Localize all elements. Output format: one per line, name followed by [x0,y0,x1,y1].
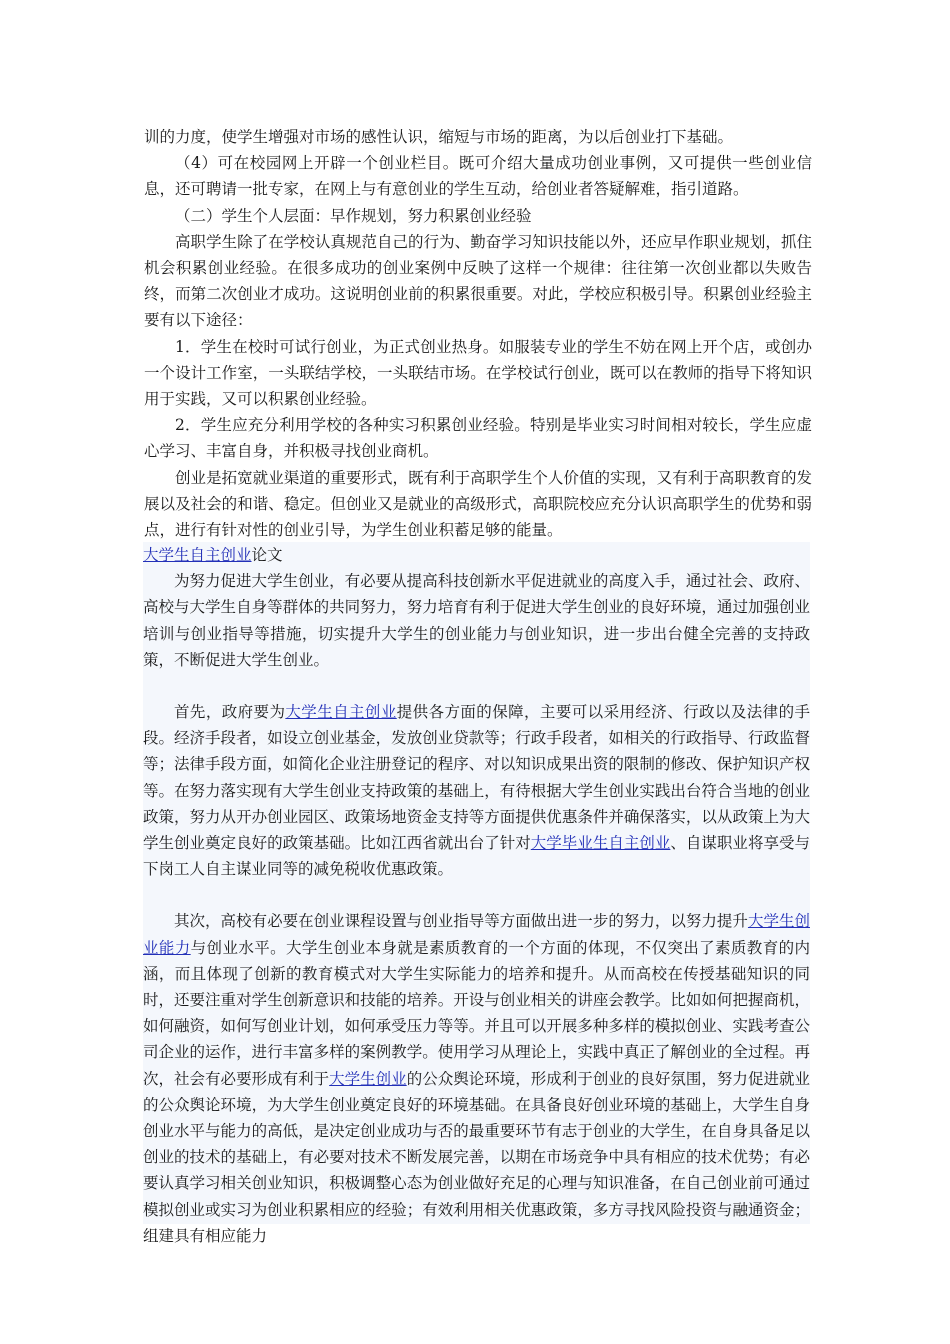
text-span: 的公众舆论环境，形成利于创业的良好氛围，努力促进就业的公众舆论环境，为大学生创业奠定良好的环境基础。在具备良好创业环境的基础上，大学生自身创业水平与能力的高低，是决定创业成功与否的最重要环节有志于创业的大学生，在自身具备足以创业的技术的基础上，有必要对技术不断发展完善，以期在市场竞争中具有相应的技术优势；有必要认真学习相关创业知识，积极调整心态为创业做好充足的心理与知识准备，在自己创业前可通过模拟创业或实习为创业积累相应的经验；有效利用相关优惠政策，多方寻找风险投资与融通资金；组建具有相应能力 [143,1069,810,1245]
list-item-2: 2．学生应充分利用学校的各种实习积累创业经验。特别是毕业实习时间相对较长，学生应虚心学习、丰富自身，并积极寻找创业商机。 [144,416,812,461]
text-span: 、自谋职业将享受与下岗工人自主谋业同等的减免税收优惠政策。 [143,834,810,879]
thesis-paragraph-2 [143,699,810,882]
link-entrepreneurship-ability[interactable]: 大学生创业能力 [143,912,810,957]
link-self-employment[interactable]: 大学生自主创业 [285,703,397,722]
text-span: 与创业水平。大学生创业本身就是素质教育的一个方面的体现，不仅突出了素质教育的内涵，而且体现了创新的教育模式对大学生实际能力的培养和提升。从而高校在传授基础知识的同时，还要注重对学生创新意识和技能的培养。开设与创业相关的讲座会教学。比如如何把握商机，如何融资，如何写创业计划，如何承受压力等等。并且可以开展多种多样的模拟创业、实践考查公司企业的运作，进行丰富多样的案例教学。使用学习从理论上，实践中真正了解创业的全过程。再次，社会有必要形成有利于 [143,938,810,1088]
section-thesis [143,542,810,1245]
link-graduate-self-employment[interactable]: 大学毕业生自主创业 [530,834,671,853]
section-entrepreneurship-guidance [144,124,812,543]
link-student-entrepreneurship[interactable]: 大学生创业 [329,1069,407,1088]
paragraph-conclusion: 创业是拓宽就业渠道的重要形式，既有利于高职学生个人价值的实现，又有利于高职教育的发展以及社会的和谐、稳定。但创业又是就业的高级形式，高职院校应充分认识高职学生的优势和弱点，进行有针对性的创业引导，为学生创业积蓄足够的能量。 [144,468,812,540]
title-link[interactable]: 大学生自主创业 [143,546,252,564]
thesis-paragraph-1: 为努力促进大学生创业，有必要从提高科技创新水平促进就业的高度入手，通过社会、政府、高校与大学生自身等群体的共同努力，努力培育有利于促进大学生创业的良好环境，通过加强创业培训与创业指导等措施，切实提升大学生的创业能力与创业知识，进一步出台健全完善的支持政策，不断促进大学生创业。 [143,572,810,669]
text-span: 其次，高校有必要在创业课程设置与创业指导等方面做出进一步的努力，以努力提升 [174,912,748,931]
text-span: 提供各方面的保障，主要可以采用经济、行政以及法律的手段。经济手段者，如设立创业基金，发放创业贷款等；行政手段者，如相关的行政指导、行政监督等；法律手段方面，如简化企业注册登记的程序、对以知识成果出资的限制的修改、保护知识产权等。在努力落实现有大学生创业支持政策的基础上，有待根据大学生创业实践出台符合当地的创业政策，努力从开办创业园区、政策场地资金支持等方面提供优惠条件并确保落实，以从政策上为大学生创业奠定良好的政策基础。比如江西省就出台了针对 [143,703,810,853]
thesis-paragraph-3 [143,908,810,1249]
paragraph-gap [143,882,810,908]
paragraph-1: 训的力度，使学生增强对市场的感性认识，缩短与市场的距离，为以后创业打下基础。 [144,128,734,146]
paragraph-gap [143,673,810,699]
paragraph-3: 高职学生除了在学校认真规范自己的行为、勤奋学习知识技能以外，还应早作职业规划，抓住机会积累创业经验。在很多成功的创业案例中反映了这样一个规律：往往第一次创业都以失败告终，而第二次创业才成功。这说明创业前的积累很重要。对此，学校应积极引导。积累创业经验主要有以下途径： [144,232,812,330]
list-item-1: 1．学生在校时可试行创业，为正式创业热身。如服装专业的学生不妨在网上开个店，或创办一个设计工作室，一头联结学校，一头联结市场。在学校试行创业，既可以在教师的指导下将知识用于实践，又可以积累创业经验。 [144,337,812,409]
text-span: 首先，政府要为 [174,703,286,722]
paragraph-2: （4）可在校园网上开辟一个创业栏目。既可介绍大量成功创业事例，又可提供一些创业信息，还可聘请一批专家，在网上与有意创业的学生互动，给创业者答疑解难，指引道路。 [144,154,812,199]
title-suffix: 论文 [251,546,283,564]
thesis-title [143,542,810,568]
subheading-student-level: （二）学生个人层面：早作规划，努力积累创业经验 [175,206,532,225]
